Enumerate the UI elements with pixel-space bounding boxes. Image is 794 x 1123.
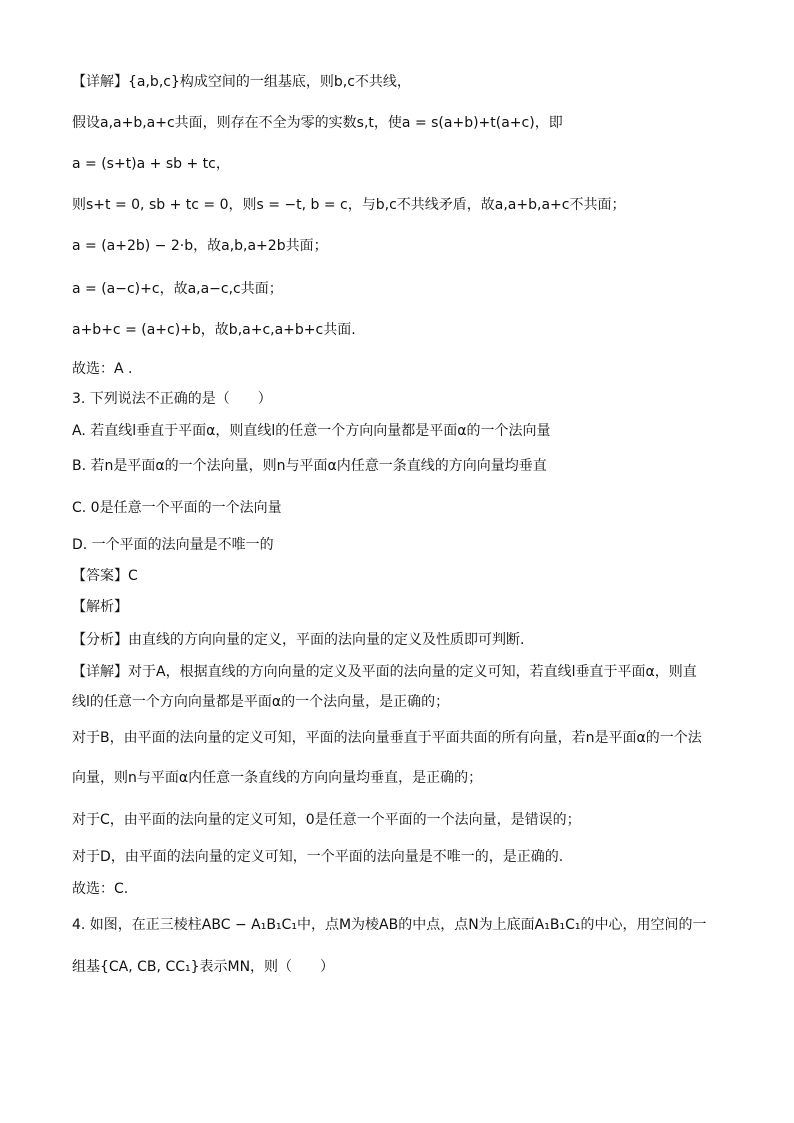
analysis-line: 【分析】由直线的方向向量的定义，平面的法向量的定义及性质即可判断. (72, 632, 525, 648)
text-line: 故选：A . (72, 361, 133, 377)
text-line: a+b+c = (a+c)+b，故b,a+c,a+b+c共面. (72, 322, 356, 338)
text-line: 【详解】{a,b,c}构成空间的一组基底，则b,c不共线， (72, 74, 411, 90)
detail-line: 线l的任意一个方向向量都是平面α的一个法向量，是正确的； (72, 694, 450, 710)
text-line: a = (a+2b) − 2·b，故a,b,a+2b共面； (72, 238, 328, 254)
question-4-stem: 4. 如图，在正三棱柱ABC − A₁B₁C₁中，点M为棱AB的中点，点N为上底面A₁B₁C₁的中心，用空间的一 (72, 917, 707, 933)
text-line: a = (a−c)+c，故a,a−c,c共面； (72, 281, 283, 297)
analysis-tag: 【解析】 (72, 599, 128, 615)
text-line: 则s+t = 0, sb + tc = 0，则s = −t, b = c，与b,c不共线矛盾，故a,a+b,a+c不共面； (72, 197, 626, 213)
question-3-stem: 3. 下列说法不正确的是（ ） (72, 391, 272, 407)
choice-line: 故选：C. (72, 881, 129, 897)
option-b: B. 若n是平面α的一个法向量，则n与平面α内任意一条直线的方向向量均垂直 (72, 458, 547, 474)
detail-line: 对于B，由平面的法向量的定义可知，平面的法向量垂直于平面共面的所有向量，若n是平面α的一个法 (72, 730, 702, 746)
detail-line: 【详解】对于A，根据直线的方向向量的定义及平面的法向量的定义可知，若直线l垂直于平面α，则直 (72, 664, 697, 680)
detail-line: 向量，则n与平面α内任意一条直线的方向向量均垂直，是正确的； (72, 770, 483, 786)
text-line: a = (s+t)a + sb + tc， (72, 156, 230, 172)
detail-line: 对于D，由平面的法向量的定义可知，一个平面的法向量是不唯一的，是正确的. (72, 849, 564, 865)
text-line: 假设a,a+b,a+c共面，则存在不全为零的实数s,t，使a = s(a+b)+t(a+c)，即 (72, 115, 563, 131)
question-4-stem-cont: 组基{CA, CB, CC₁}表示MN，则（ ） (72, 959, 335, 975)
option-a: A. 若直线l垂直于平面α，则直线l的任意一个方向向量都是平面α的一个法向量 (72, 423, 551, 439)
answer-tag: 【答案】C (72, 568, 138, 584)
detail-line: 对于C，由平面的法向量的定义可知，0是任意一个平面的一个法向量，是错误的； (72, 812, 581, 828)
option-c: C. 0是任意一个平面的一个法向量 (72, 500, 282, 516)
option-d: D. 一个平面的法向量是不唯一的 (72, 537, 274, 553)
